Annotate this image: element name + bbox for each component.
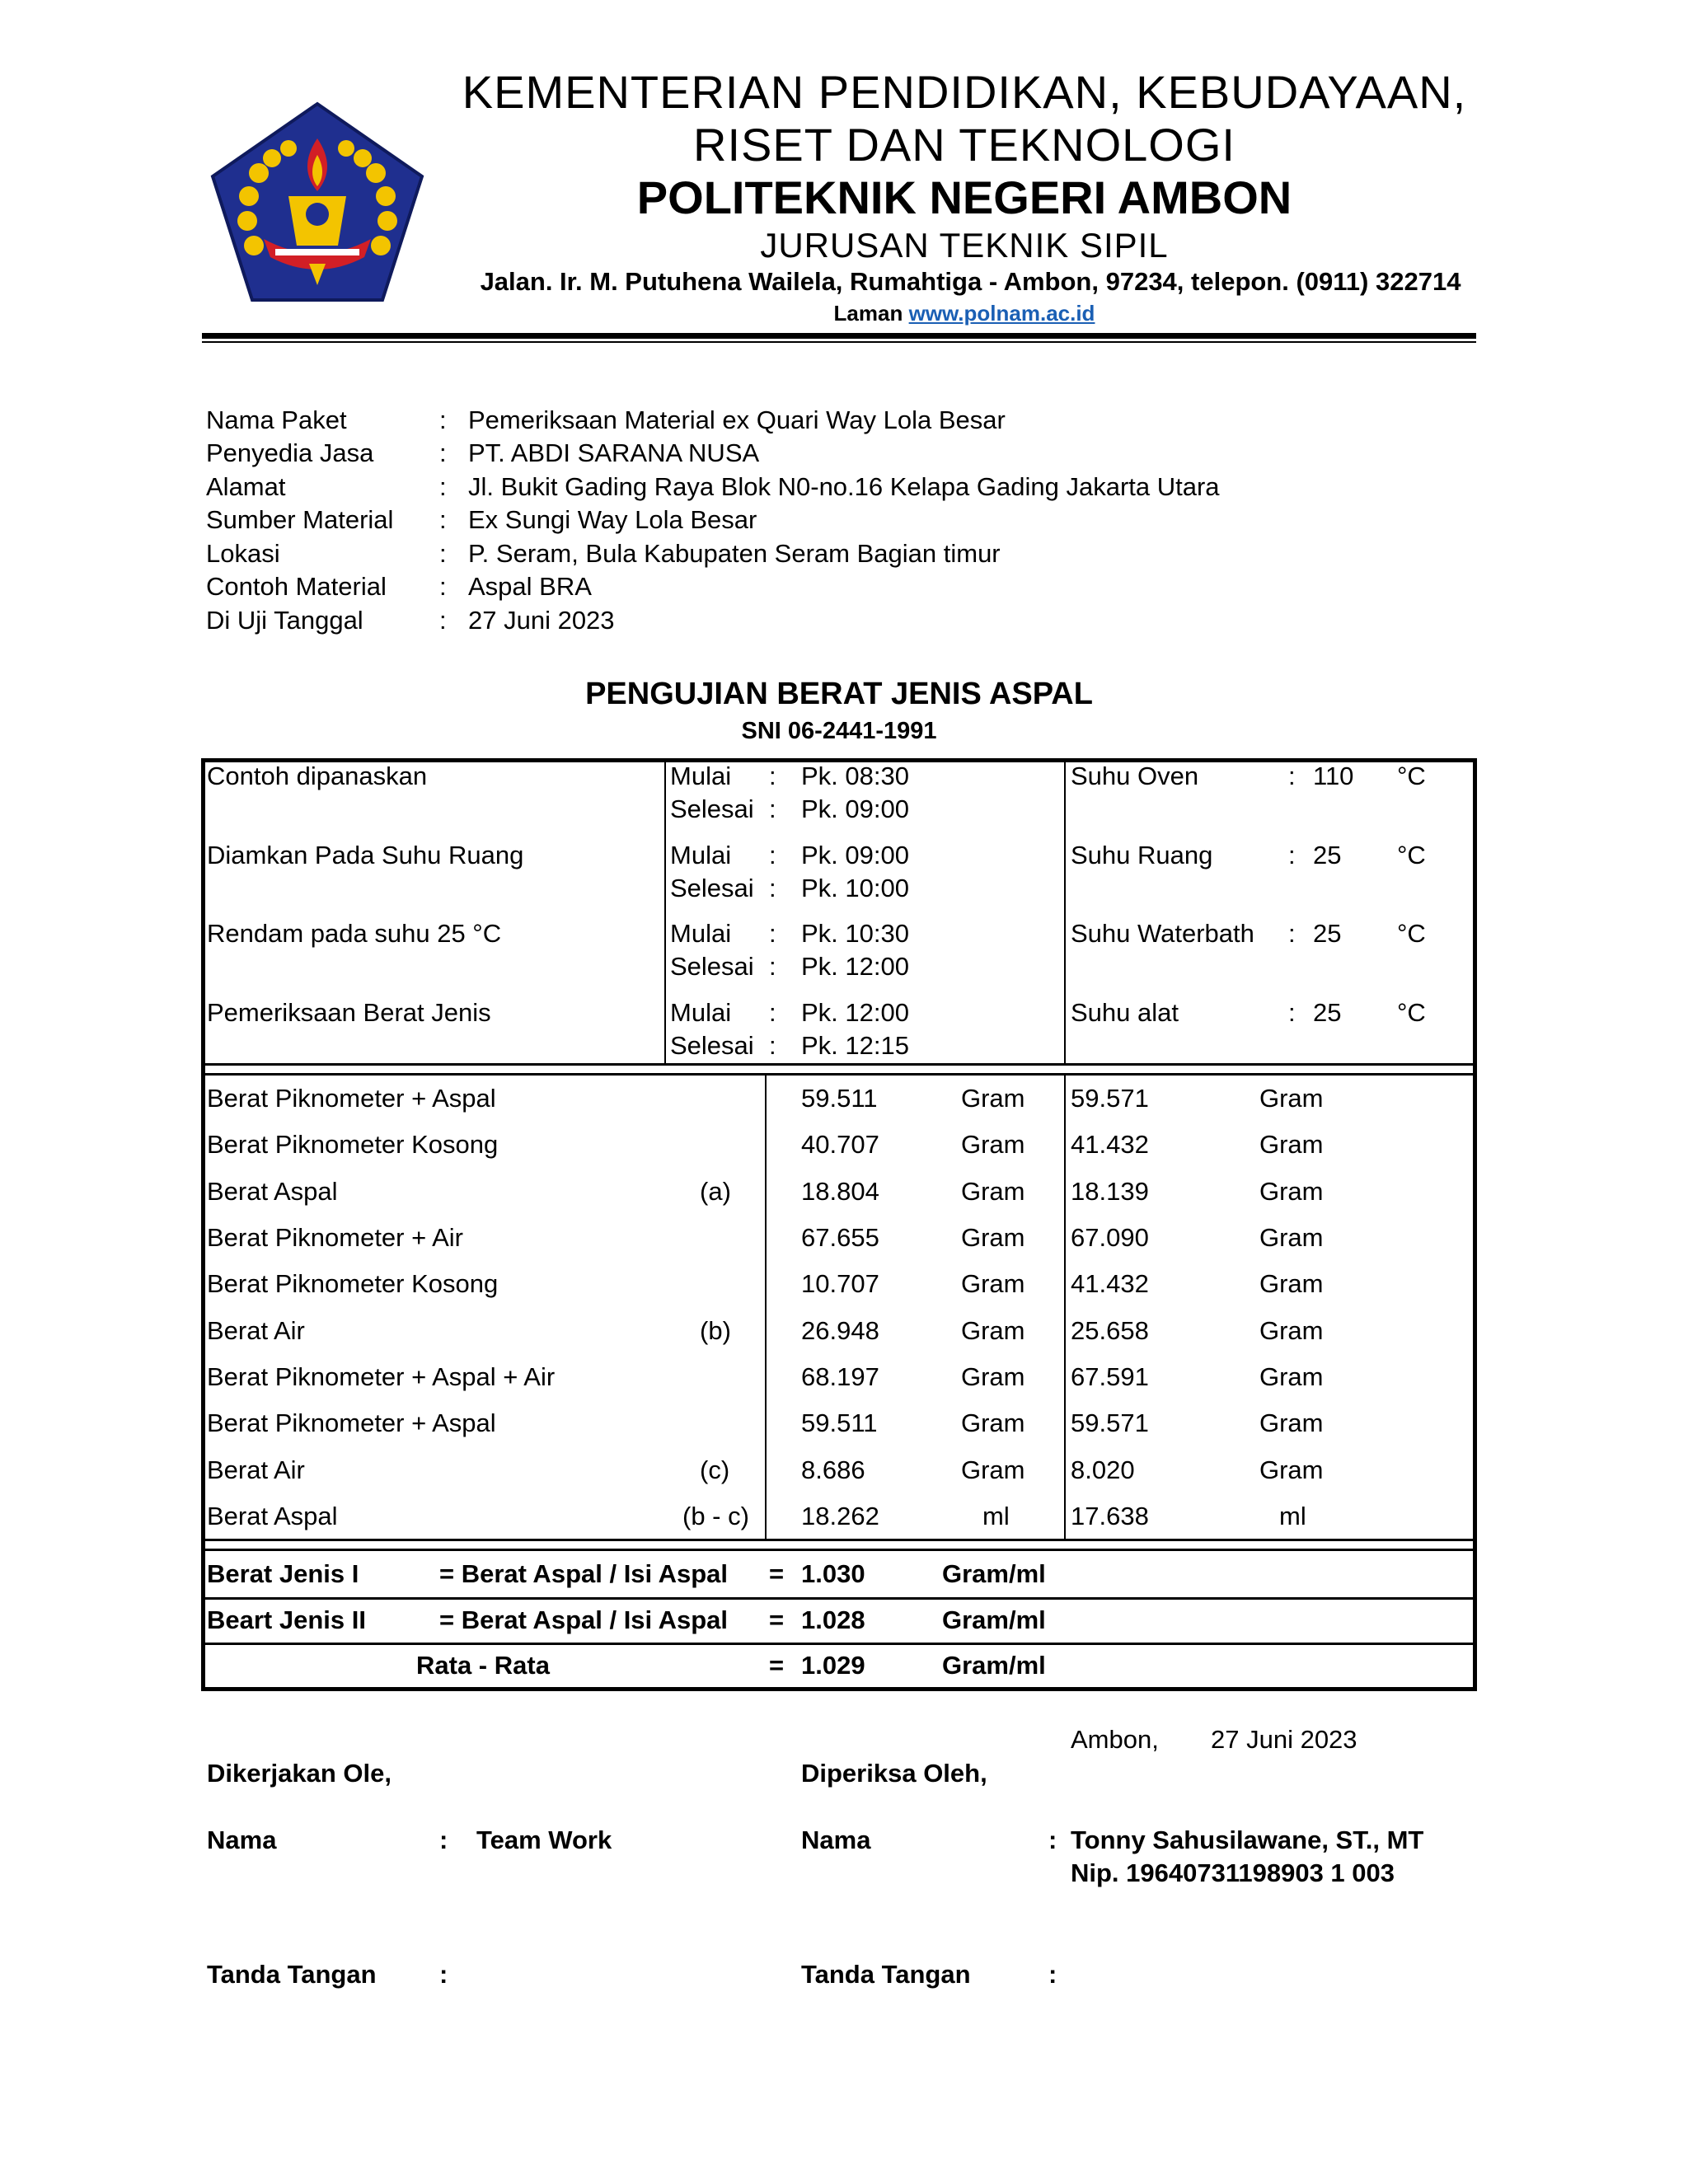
average-unit: Gram/ml <box>942 1651 1046 1680</box>
measurement-label: Berat Piknometer + Aspal <box>207 1084 496 1113</box>
info-colon: : <box>439 606 447 635</box>
info-label: Sumber Material <box>206 505 394 534</box>
schedule-end-time: Pk. 09:00 <box>801 794 909 823</box>
info-value: Aspal BRA <box>468 572 592 601</box>
signature-date: 27 Juni 2023 <box>1211 1725 1357 1754</box>
result-unit: Gram/ml <box>942 1605 1046 1634</box>
measurement-label: Berat Aspal <box>207 1177 338 1206</box>
info-label: Alamat <box>206 472 286 501</box>
table-divider <box>201 1597 1477 1600</box>
schedule-step: Pemeriksaan Berat Jenis <box>207 998 491 1027</box>
institution-address: Jalan. Ir. M. Putuhena Wailela, Rumahtiga - Ambon, 97234, telepon. (0911) 322714 <box>480 267 1461 296</box>
measurement-value-2: 59.571 <box>1071 1408 1149 1437</box>
table-divider <box>201 1539 1477 1541</box>
department-name: JURUSAN TEKNIK SIPIL <box>760 226 1169 265</box>
worker-name-label: Nama <box>207 1825 277 1854</box>
temperature-label: Suhu Waterbath <box>1071 919 1254 948</box>
measurement-value-2: 41.432 <box>1071 1269 1149 1298</box>
measurement-value-1: 40.707 <box>801 1130 879 1159</box>
measurement-unit-2: ml <box>1279 1502 1306 1530</box>
temperature-label: Suhu alat <box>1071 998 1179 1027</box>
worker-name: Team Work <box>476 1825 612 1854</box>
checker-name-colon: : <box>1048 1825 1057 1854</box>
measurement-tag: (a) <box>700 1177 731 1206</box>
schedule-step: Contoh dipanaskan <box>207 762 428 790</box>
measurement-unit-1: Gram <box>961 1223 1025 1252</box>
measurement-unit-2: Gram <box>1259 1223 1324 1252</box>
measurement-value-1: 26.948 <box>801 1316 879 1345</box>
measurement-unit-2: Gram <box>1259 1084 1324 1113</box>
measurement-value-2: 59.571 <box>1071 1084 1149 1113</box>
measurement-value-1: 59.511 <box>801 1084 878 1113</box>
schedule-start-label: Mulai <box>670 998 732 1027</box>
info-label: Nama Paket <box>206 405 347 434</box>
letterhead-divider-thin <box>202 341 1476 343</box>
info-label: Lokasi <box>206 539 280 568</box>
table-divider <box>201 1549 1477 1551</box>
measurement-value-1: 10.707 <box>801 1269 879 1298</box>
info-value: Pemeriksaan Material ex Quari Way Lola Besar <box>468 405 1006 434</box>
temperature-colon: : <box>1288 841 1296 869</box>
worker-sign-label: Tanda Tangan <box>207 1960 377 1989</box>
measurement-value-1: 18.262 <box>801 1502 879 1530</box>
schedule-end-time: Pk. 12:00 <box>801 952 909 981</box>
result-value: 1.030 <box>801 1559 865 1588</box>
info-colon: : <box>439 539 447 568</box>
institution-name: POLITEKNIK NEGERI AMBON <box>636 171 1292 223</box>
temperature-colon: : <box>1288 762 1296 790</box>
schedule-end-label: Selesai <box>670 794 754 823</box>
website-link[interactable]: www.polnam.ac.id <box>908 301 1095 326</box>
measurement-value-1: 68.197 <box>801 1362 879 1391</box>
info-colon: : <box>439 472 447 501</box>
measurement-label: Berat Piknometer Kosong <box>207 1269 499 1298</box>
checker-nip: Nip. 19640731198903 1 003 <box>1071 1858 1395 1887</box>
info-value: Jl. Bukit Gading Raya Blok N0-no.16 Kelapa Gading Jakarta Utara <box>468 472 1220 501</box>
schedule-step: Diamkan Pada Suhu Ruang <box>207 841 524 869</box>
website-line <box>445 298 1484 328</box>
measurement-value-2: 67.591 <box>1071 1362 1149 1391</box>
info-colon: : <box>439 505 447 534</box>
measurement-value-1: 59.511 <box>801 1408 878 1437</box>
worker-sign-colon: : <box>439 1960 448 1989</box>
info-colon: : <box>439 405 447 434</box>
temperature-unit: °C <box>1397 762 1426 790</box>
measurement-value-2: 41.432 <box>1071 1130 1149 1159</box>
measurement-label: Berat Air <box>207 1316 305 1345</box>
measurement-unit-2: Gram <box>1259 1362 1324 1391</box>
measurement-unit-2: Gram <box>1259 1455 1324 1484</box>
measurement-value-2: 8.020 <box>1071 1455 1135 1484</box>
temperature-colon: : <box>1288 919 1296 948</box>
result-equals: = <box>769 1605 785 1634</box>
schedule-colon: : <box>769 952 776 981</box>
table-divider <box>1064 758 1066 1065</box>
result-value: 1.028 <box>801 1605 865 1634</box>
info-label: Di Uji Tanggal <box>206 606 363 635</box>
schedule-start-time: Pk. 12:00 <box>801 998 909 1027</box>
temperature-label: Suhu Oven <box>1071 762 1199 790</box>
checked-by-heading: Diperiksa Oleh, <box>801 1759 987 1788</box>
measurement-unit-2: Gram <box>1259 1130 1324 1159</box>
info-value: Ex Sungi Way Lola Besar <box>468 505 757 534</box>
schedule-start-label: Mulai <box>670 919 732 948</box>
measurement-unit-1: ml <box>982 1502 1010 1530</box>
temperature-value: 25 <box>1313 919 1342 948</box>
table-divider <box>201 1073 1477 1076</box>
average-value: 1.029 <box>801 1651 865 1680</box>
measurement-tag: (c) <box>700 1455 730 1484</box>
schedule-colon: : <box>769 919 776 948</box>
measurement-value-1: 18.804 <box>801 1177 879 1206</box>
schedule-colon: : <box>769 998 776 1027</box>
info-colon: : <box>439 438 447 467</box>
schedule-colon: : <box>769 762 776 790</box>
temperature-unit: °C <box>1397 998 1426 1027</box>
document-title: PENGUJIAN BERAT JENIS ASPAL <box>585 677 1093 711</box>
ministry-name-line-1: KEMENTERIAN PENDIDIKAN, KEBUDAYAAN, <box>462 66 1467 118</box>
table-border-left <box>201 758 205 1691</box>
measurement-unit-2: Gram <box>1259 1177 1324 1206</box>
schedule-colon: : <box>769 794 776 823</box>
info-value: P. Seram, Bula Kabupaten Seram Bagian timur <box>468 539 1001 568</box>
institution-logo <box>206 99 429 305</box>
table-divider <box>765 1073 767 1541</box>
measurement-value-1: 67.655 <box>801 1223 879 1252</box>
measurement-label: Berat Air <box>207 1455 305 1484</box>
result-formula: = Berat Aspal / Isi Aspal <box>439 1605 729 1634</box>
ministry-name-line-2: RISET DAN TEKNOLOGI <box>693 119 1236 171</box>
measurement-unit-2: Gram <box>1259 1316 1324 1345</box>
result-equals: = <box>769 1559 785 1588</box>
measurement-value-2: 17.638 <box>1071 1502 1149 1530</box>
temperature-value: 25 <box>1313 998 1342 1027</box>
measurement-value-1: 8.686 <box>801 1455 865 1484</box>
signature-place: Ambon, <box>1071 1725 1159 1754</box>
average-equals: = <box>769 1651 785 1680</box>
measurement-label: Berat Piknometer Kosong <box>207 1130 499 1159</box>
measurement-label: Berat Piknometer + Air <box>207 1223 463 1252</box>
schedule-end-label: Selesai <box>670 1031 754 1060</box>
website-label: Laman <box>833 301 903 326</box>
measurement-label: Berat Piknometer + Aspal + Air <box>207 1362 556 1391</box>
schedule-end-label: Selesai <box>670 952 754 981</box>
standard-reference: SNI 06-2441-1991 <box>741 718 937 744</box>
measurement-label: Berat Aspal <box>207 1502 338 1530</box>
measurement-unit-1: Gram <box>961 1269 1025 1298</box>
temperature-value: 110 <box>1313 762 1354 790</box>
measurement-label: Berat Piknometer + Aspal <box>207 1408 496 1437</box>
worked-by-heading: Dikerjakan Ole, <box>207 1759 392 1788</box>
measurement-unit-1: Gram <box>961 1362 1025 1391</box>
measurement-tag: (b) <box>700 1316 731 1345</box>
measurement-unit-2: Gram <box>1259 1408 1324 1437</box>
temperature-label: Suhu Ruang <box>1071 841 1213 869</box>
checker-sign-colon: : <box>1048 1960 1057 1989</box>
schedule-start-time: Pk. 08:30 <box>801 762 909 790</box>
schedule-end-label: Selesai <box>670 874 754 902</box>
measurement-tag: (b - c) <box>682 1502 749 1530</box>
schedule-end-time: Pk. 10:00 <box>801 874 909 902</box>
table-divider <box>664 758 666 1065</box>
checker-name: Tonny Sahusilawane, ST., MT <box>1071 1825 1424 1854</box>
average-label: Rata - Rata <box>416 1651 550 1680</box>
measurement-unit-1: Gram <box>961 1084 1025 1113</box>
schedule-start-time: Pk. 09:00 <box>801 841 909 869</box>
measurement-unit-1: Gram <box>961 1177 1025 1206</box>
schedule-colon: : <box>769 841 776 869</box>
info-value: PT. ABDI SARANA NUSA <box>468 438 760 467</box>
schedule-colon: : <box>769 874 776 902</box>
schedule-colon: : <box>769 1031 776 1060</box>
table-border-right <box>1473 758 1477 1691</box>
measurement-unit-1: Gram <box>961 1408 1025 1437</box>
table-border-bottom <box>201 1687 1477 1691</box>
schedule-step: Rendam pada suhu 25 °C <box>207 919 502 948</box>
schedule-start-label: Mulai <box>670 841 732 869</box>
measurement-unit-1: Gram <box>961 1130 1025 1159</box>
schedule-start-label: Mulai <box>670 762 732 790</box>
result-label: Beart Jenis II <box>207 1605 366 1634</box>
schedule-start-time: Pk. 10:30 <box>801 919 909 948</box>
checker-name-label: Nama <box>801 1825 871 1854</box>
measurement-unit-1: Gram <box>961 1455 1025 1484</box>
schedule-end-time: Pk. 12:15 <box>801 1031 909 1060</box>
info-label: Contoh Material <box>206 572 387 601</box>
worker-name-colon: : <box>439 1825 448 1854</box>
measurement-unit-1: Gram <box>961 1316 1025 1345</box>
measurement-value-2: 25.658 <box>1071 1316 1149 1345</box>
measurement-value-2: 67.090 <box>1071 1223 1149 1252</box>
temperature-unit: °C <box>1397 919 1426 948</box>
table-divider <box>201 1063 1477 1066</box>
info-colon: : <box>439 572 447 601</box>
temperature-unit: °C <box>1397 841 1426 869</box>
info-value: 27 Juni 2023 <box>468 606 615 635</box>
table-divider <box>1064 1073 1066 1541</box>
measurement-value-2: 18.139 <box>1071 1177 1149 1206</box>
result-unit: Gram/ml <box>942 1559 1046 1588</box>
result-label: Berat Jenis I <box>207 1559 359 1588</box>
info-label: Penyedia Jasa <box>206 438 374 467</box>
measurement-unit-2: Gram <box>1259 1269 1324 1298</box>
letterhead-divider <box>202 333 1476 339</box>
checker-sign-label: Tanda Tangan <box>801 1960 971 1989</box>
temperature-value: 25 <box>1313 841 1342 869</box>
table-divider <box>201 1643 1477 1645</box>
result-formula: = Berat Aspal / Isi Aspal <box>439 1559 729 1588</box>
temperature-colon: : <box>1288 998 1296 1027</box>
